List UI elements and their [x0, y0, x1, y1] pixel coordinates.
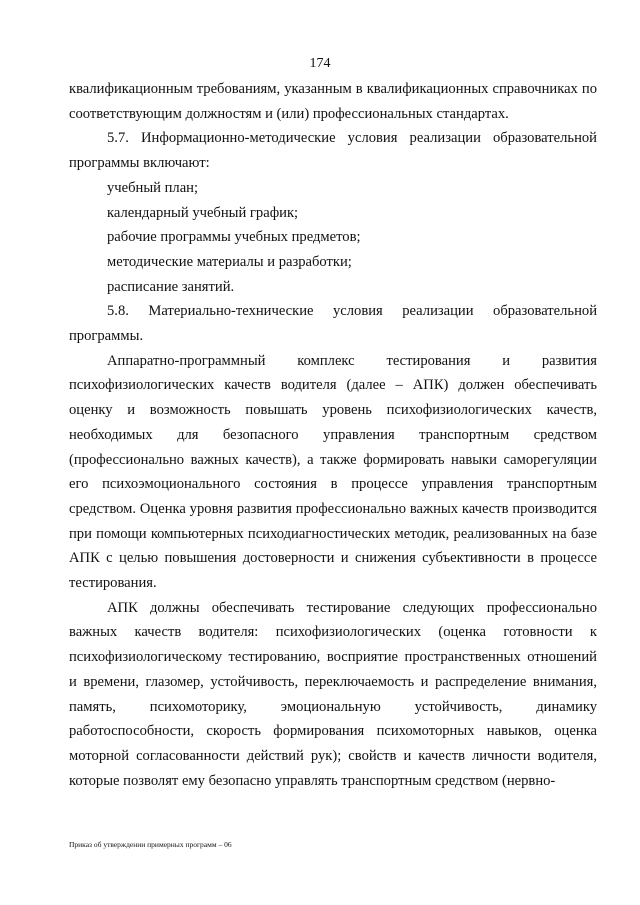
document-body [69, 77, 597, 793]
paragraph-apk-description: Аппаратно-программный комплекс тестирования и развития психофизиологических качеств водителя (далее – АПК) должен обеспечивать оценку и возможность повышать уровень психофизиологических качеств, необходимых для безопасного управления транспортным средством (профессионально важных качеств), а также формировать навыки саморегуляции его психоэмоционального состояния в процессе управления транспортным средством. Оценка уровня развития профессионально важных качеств производится при помощи компьютерных психодиагностических методик, реализованных на базе АПК с целью повышения достоверности и снижения субъективности в процессе тестирования. [69, 352, 597, 592]
list-item-work-programs: рабочие программы учебных предметов; [107, 229, 361, 246]
list-item-materials: методические материалы и разработки; [107, 253, 352, 270]
list-item-schedule: расписание занятий. [107, 278, 235, 295]
page-number: 174 [309, 56, 331, 71]
page-footer: Приказ об утверждении примерных программ – 06 [69, 840, 232, 849]
paragraph-section-5-8: 5.8. Материально-технические условия реализации образовательной программы. [69, 303, 597, 345]
paragraph-apk-testing: АПК должны обеспечивать тестирование следующих профессионально важных качеств водителя: психофизиологических (оценка готовности к психофизиологическому тестированию, восприятие пространственных отношений и времени, глазомер, устойчивость, переключаемость и распределение внимания, память, психомоторику, эмоциональную устойчивость, динамику работоспособности, скорость формирования психомоторных навыков, оценка моторной согласованности действий рук); свойств и качеств личности водителя, которые позволят ему безопасно управлять транспортным средством (нервно- [69, 599, 597, 789]
paragraph-qualification: квалификационным требованиям, указанным в квалификационных справочниках по соответствующим должностям и (или) профессиональных стандартах. [69, 81, 597, 122]
list-item-calendar: календарный учебный график; [107, 204, 299, 221]
list-item-curriculum: учебный план; [107, 179, 199, 196]
paragraph-section-5-7: 5.7. Информационно-методические условия реализации образовательной программы включают: [69, 130, 597, 172]
